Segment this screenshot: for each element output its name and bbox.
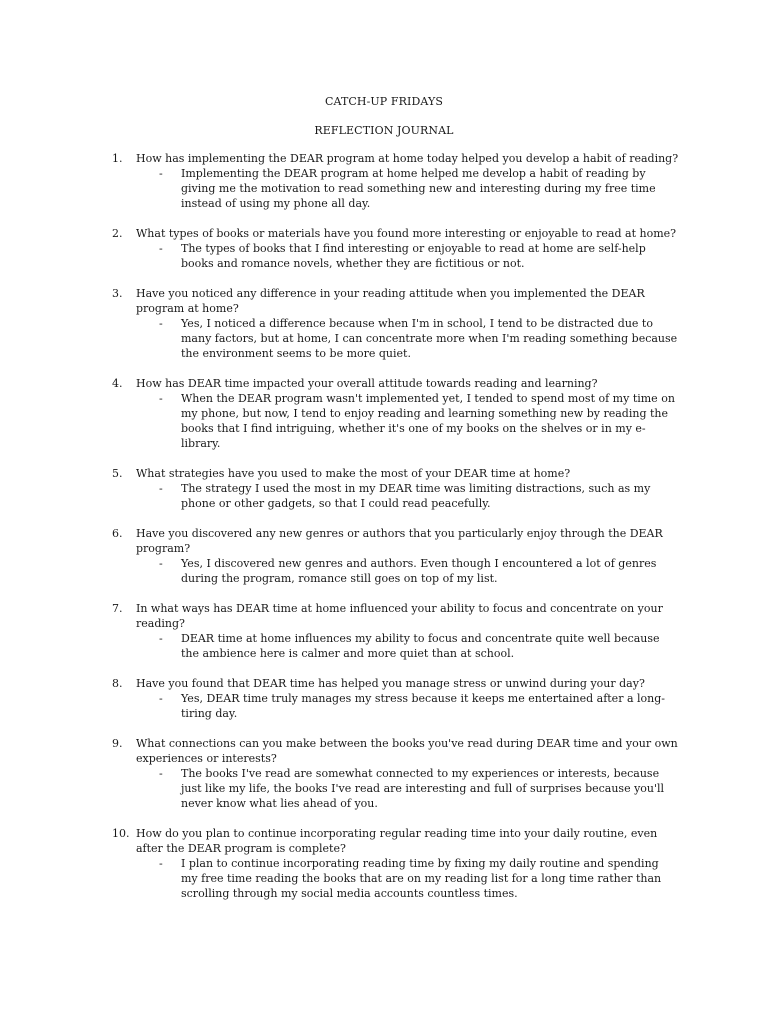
question-number: 2. [112,227,123,240]
answer-dash: - [159,242,163,255]
question-item [0,601,768,661]
document-subheading: REFLECTION JOURNAL [314,124,454,137]
answer-text: The books I've read are somewhat connected to my experiences or interests, because just like my life, the books I've read are interesting and full of surprises because you'll never know what lies ahead of you. [181,767,665,810]
question-item [0,376,768,451]
answer-text: The strategy I used the most in my DEAR time was limiting distractions, such as my phone or other gadgets, so that I could read peacefully. [181,482,651,510]
question-text: In what ways has DEAR time at home influenced your ability to focus and concentrate on your reading? [136,602,663,630]
question-number: 4. [112,377,123,390]
answer-text: I plan to continue incorporating reading time by fixing my daily routine and spending my free time reading the books that are on my reading list for a long time rather than scrolling through my social media accounts countless times. [181,857,662,900]
answer-block [0,691,768,721]
question-number: 5. [112,467,123,480]
answer-text: Yes, DEAR time truly manages my stress because it keeps me entertained after a long-tiring day. [181,692,665,720]
question-item [0,736,768,811]
answer-dash: - [159,167,163,180]
question-number: 8. [112,677,123,690]
question-text: What types of books or materials have you found more interesting or enjoyable to read at home? [136,227,677,240]
question-number: 7. [112,602,123,615]
answer-text: DEAR time at home influences my ability to focus and concentrate quite well because the ambience here is calmer and more quiet than at school. [181,632,660,660]
answer-text: Implementing the DEAR program at home helped me develop a habit of reading by giving me the motivation to read something new and interesting during my free time instead of using my phone all day. [181,167,656,210]
answer-dash: - [159,767,163,780]
answer-block [0,241,768,271]
question-text: Have you found that DEAR time has helped you manage stress or unwind during your day? [136,677,645,690]
question-text: Have you noticed any difference in your reading attitude when you implemented the DEAR program at home? [136,287,645,315]
question-text: How has DEAR time impacted your overall attitude towards reading and learning? [136,377,598,390]
answer-block [0,556,768,586]
question-list [0,151,768,916]
answer-text: The types of books that I find interesting or enjoyable to read at home are self-help books and romance novels, whether they are fictitious or not. [181,242,646,270]
answer-text: Yes, I noticed a difference because when I'm in school, I tend to be distracted due to many factors, but at home, I can concentrate more when I'm reading something because the environment seems to be more quiet. [181,317,678,360]
answer-block [0,766,768,811]
answer-block [0,856,768,901]
question-number: 1. [112,152,123,165]
question-item [0,676,768,721]
question-item [0,526,768,586]
question-number: 10. [112,827,130,840]
answer-dash: - [159,692,163,705]
answer-block [0,481,768,511]
answer-text: Yes, I discovered new genres and authors. Even though I encountered a lot of genres during the program, romance still goes on top of my list. [181,557,657,585]
answer-dash: - [159,317,163,330]
answer-dash: - [159,857,163,870]
question-text: What strategies have you used to make the most of your DEAR time at home? [136,467,571,480]
answer-text: When the DEAR program wasn't implemented yet, I tended to spend most of my time on my phone, but now, I tend to enjoy reading and learning something new by reading the books that I find intriguing, whether it's one of my books on the shelves or in my e-library. [181,392,675,450]
document-heading: CATCH-UP FRIDAYS [325,95,443,108]
question-text: What connections can you make between the books you've read during DEAR time and your own experiences or interests? [136,737,678,765]
answer-block [0,631,768,661]
question-text: How has implementing the DEAR program at home today helped you develop a habit of reading? [136,152,679,165]
question-item [0,826,768,901]
answer-dash: - [159,392,163,405]
answer-block [0,316,768,361]
answer-block [0,391,768,451]
question-item [0,151,768,211]
question-text: Have you discovered any new genres or authors that you particularly enjoy through the DEAR program? [136,527,663,555]
answer-dash: - [159,482,163,495]
question-text: How do you plan to continue incorporating regular reading time into your daily routine, even after the DEAR program is complete? [136,827,658,855]
question-item [0,226,768,271]
question-number: 6. [112,527,123,540]
question-item [0,286,768,361]
question-number: 9. [112,737,123,750]
question-item [0,466,768,511]
question-number: 3. [112,287,123,300]
answer-block [0,166,768,211]
answer-dash: - [159,632,163,645]
answer-dash: - [159,557,163,570]
